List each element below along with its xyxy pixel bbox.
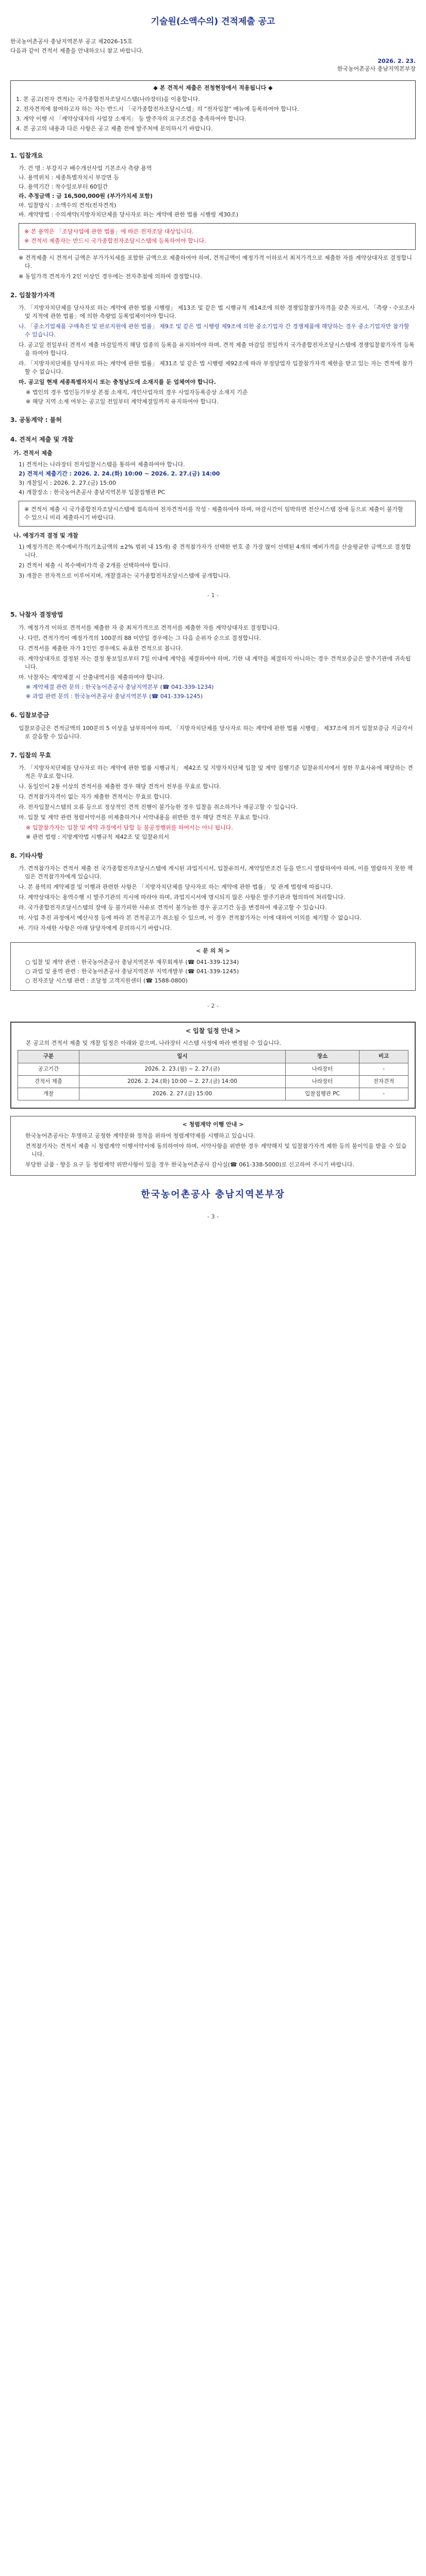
notice-item: 1. 본 공고(전자 견적)는 국가종합전자조달시스템(나라장터)을 이용합니다. [16,96,200,103]
section-title: 2. 입찰참가자격 [10,291,55,299]
intro-text: 다음과 같이 견적서 제출을 안내하오니 참고 바랍니다. [10,47,144,54]
submission-line: 4) 개찰장소 : 한국농어촌공사 충남지역본부 입찰집행관 PC [19,489,166,496]
section-submission [10,435,416,580]
table-header: 비고 [359,1050,408,1063]
table-cell: 견적서 제출 [18,1075,79,1088]
info-line: ※ 견적서 제출 시 국가종합전자조달시스템에 접속하여 전자견적서를 작성ㆍ제출하여야 하며, 마감시간이 임박하면 전산시스템 장애 등으로 제출이 불가할 수 있으니 미리 제출하시기 바랍니다. [24,505,403,521]
section-deposit [10,711,416,740]
overview-line: 가. 건 명 : 부강지구 배수개선사업 기본조사 측량 용역 [19,165,152,172]
subsection-title: 나. 예정가격 결정 및 개찰 [13,532,78,539]
subsection-title: 가. 견적서 제출 [13,450,53,457]
info-line: ※ 본 용역은 「조달사업에 관한 법률」에 따른 전자조달 대상입니다. [24,228,194,235]
notice-document [10,0,416,1253]
misc-item: 라. 국가종합전자조달시스템의 장애 등 불가피한 사유로 견적이 불가능한 경우 공고기간 등을 변경하여 재공고할 수 있습니다. [19,904,327,911]
title-highlight: (소액수의) [176,16,219,27]
submission-line: 2) 견적서 제출기간 : 2026. 2. 24.(화) 10:00 ~ 2026. 2. 27.(금) 14:00 [19,470,220,478]
overview-line: 다. 용역기간 : 착수일로부터 60일간 [19,183,108,191]
integrity-guide-box [10,1116,416,1176]
section-invalid [10,751,416,841]
guide-item: 한국농어촌공사는 투명하고 공정한 계약문화 정착을 위하여 청렴계약제를 시행하고 있습니다. [25,1132,255,1140]
issuer-org: 한국농어촌공사 충남지역본부장 [337,65,416,73]
table-cell: 나라장터 [286,1075,359,1088]
title-prefix: 기술원 [151,16,176,27]
award-item: 나. 다만, 견적가격이 예정가격의 100분의 88 미만일 경우에는 그 다음 순위자 순으로 결정합니다. [19,634,261,641]
guide-heading: < 청렴계약 이행 안내 > [182,1121,244,1128]
overview-line: 라. 추정금액 : 금 16,500,000원 (부가가치세 포함) [19,193,153,200]
invalid-note: ※ 관련 법령 : 지방계약법 시행규칙 제42조 및 입찰유의서 [26,833,170,840]
eligibility-item: 나. 「중소기업제품 구매촉진 및 판로지원에 관한 법률」 제9조 및 같은 법 시행령 제9조에 의한 중소기업자 간 경쟁제품에 해당하는 경우 중소기업자만 참가할 수 있습니다. [19,323,409,338]
invalid-item: 나. 동일인이 2통 이상의 견적서를 제출한 경우 해당 견적서 전부를 무효로 합니다. [19,783,221,790]
invalid-item: 라. 전자입찰시스템의 오류 등으로 정상적인 견적 진행이 불가능한 경우 입찰을 취소하거나 재공고할 수 있습니다. [19,803,298,810]
award-item: 다. 견적서를 제출한 자가 1인인 경우에도 유효한 견적으로 봅니다. [19,645,183,652]
table-cell: 2026. 2. 23.(월) ~ 2. 27.(금) [79,1063,285,1075]
schedule-heading: < 입찰 일정 안내 > [185,1027,241,1035]
section-title: 8. 기타사항 [10,852,43,859]
submission-line: 1) 견적서는 나라장터 전자입찰시스템을 통하여 제출하여야 합니다. [19,461,185,468]
table-cell: 전자견적 [359,1075,408,1088]
price-item: 3) 개찰은 전자적으로 이루어지며, 개찰결과는 국가종합전자조달시스템에 공개합니다. [19,572,231,579]
price-item: 2) 견적서 제출 시 복수예비가격 중 2개를 선택하여야 합니다. [19,562,171,569]
contact-line: ○ 과업 및 용역 관련 : 한국농어촌공사 충남지역본부 지역개발부 (☎ 041-339-1245) [25,968,239,975]
table-cell: - [359,1063,408,1075]
table-header-row [18,1050,408,1063]
table-cell: 나라장터 [286,1063,359,1075]
table-header: 구분 [18,1050,79,1063]
price-item: 1) 예정가격은 복수예비가격(기초금액의 ±2% 범위 내 15개) 중 견적참가자가 선택한 번호 중 가장 많이 선택된 4개의 예비가격을 산술평균한 금액으로 결정합니다. [19,543,411,558]
contact-line: ○ 전자조달 시스템 관련 : 조달청 고객지원센터 (☎ 1588-0800) [25,977,188,985]
notice-number: 한국농어촌공사 충남지역본부 공고 제2026-15호 [10,38,133,45]
eligibility-item: 가. 「지방자치단체를 당사자로 하는 계약에 관한 법률 시행령」 제13조 및 같은 법 시행규칙 제14조에 의한 경쟁입찰참가자격을 갖춘 자로서, 「측량ㆍ수로조사 및 지적에 관한 법률」에 의한 측량업 등록업체이어야 합니다. [19,304,415,320]
award-item: 가. 예정가격 이하로 견적서를 제출한 자 중 최저가격으로 견적서를 제출한 자를 계약상대자로 결정합니다. [19,624,280,631]
notice-date: 2026. 2. 23. [378,57,416,64]
notice-box [10,80,416,139]
invalid-item: 다. 견적참가자격이 없는 자가 제출한 견적서는 무효로 합니다. [19,793,172,800]
misc-item: 바. 기타 자세한 사항은 아래 담당자에게 문의하시기 바랍니다. [19,924,172,931]
section-bid-overview [10,151,416,281]
page-number: - 3 - [207,1213,219,1221]
section-title: 6. 입찰보증금 [10,711,50,719]
section-award [10,611,416,701]
schedule-text: 본 공고의 견적서 제출 및 개찰 일정은 아래와 같으며, 나라장터 시스템 사정에 따라 변경될 수 있습니다. [26,1039,282,1046]
award-item: 라. 계약상대자로 결정된 자는 결정 통보일로부터 7일 이내에 계약을 체결하여야 하며, 기한 내 계약을 체결하지 아니하는 경우 견적보증금은 발주기관에 귀속됩니다. [19,655,411,670]
contact-heading: < 문 의 처 > [196,947,230,955]
section-eligibility [10,291,416,406]
award-note: ※ 과업 관련 문의 : 한국농어촌공사 충남지역본부 (☎ 041-339-1245) [26,693,203,700]
misc-item: 가. 견적참가자는 견적서 제출 전 국가종합전자조달시스템에 게시된 과업지시서, 입찰유의서, 계약일반조건 등을 반드시 열람하여야 하며, 이를 열람하지 못한 책임은 견적참가자에게 있습니다. [19,865,413,880]
table-header: 일시 [79,1050,285,1063]
guide-item: 부당한 금품ㆍ향응 요구 등 청렴계약 위반사항이 있을 경우 한국농어촌공사 감사실(☎ 061-338-5000)로 신고하여 주시기 바랍니다. [25,1161,354,1168]
invalid-item: 가. 「지방자치단체를 당사자로 하는 계약에 관한 법률 시행규칙」 제42조 및 지방자치단체 입찰 및 계약 집행기준 입찰유의서에서 정한 무효사유에 해당하는 견적은 무효로 합니다. [19,765,413,779]
table-row [18,1088,408,1100]
invalid-item: 마. 입찰 및 계약 관련 청렴서약서를 미제출하거나 서약내용을 위반한 경우 해당 견적은 무효로 합니다. [19,814,271,821]
section-title: 7. 입찰의 무효 [10,751,52,759]
schedule-box [10,1022,416,1109]
schedule-table [18,1050,408,1100]
overview-note: ※ 견적제출 시 견적서 금액은 부가가치세를 포함한 금액으로 제출하여야 하며, 견적금액이 예정가격 이하로서 최저가격으로 제출한 자를 계약상대자로 결정합니다. [19,254,412,269]
contact-box [10,942,416,991]
section-title: 5. 낙찰자 결정방법 [10,611,63,619]
overview-line: 마. 입찰방식 : 소액수의 견적(전자견적) [19,202,117,209]
misc-item: 마. 사업 추진 과정에서 예산사정 등에 따라 본 견적공고가 취소될 수 있으며, 이 경우 견적참가자는 이에 대하여 이의를 제기할 수 없습니다. [19,914,362,921]
section-title: 1. 입찰개요 [10,152,43,160]
contact-line: ○ 입찰 및 계약 관련 : 한국농어촌공사 충남지역본부 재무회계부 (☎ 041-339-1234) [25,959,239,966]
submission-info-box [19,501,416,527]
eligibility-item: 라. 「지방자치단체를 당사자로 하는 계약에 관한 법률」 제31조 및 같은 법 시행령 제92조에 따라 부정당업자 입찰참가자격 제한을 받고 있는 자는 견적에 참가할 수 없습니다. [19,360,413,375]
section-title: 3. 공동계약 : 불허 [10,416,62,424]
eligibility-note: ※ 법인의 경우 법인등기부상 본점 소재지, 개인사업자의 경우 사업자등록증상 소재지 기준 [26,388,248,396]
eligibility-item: 다. 공고일 전일부터 견적서 제출 마감일까지 해당 업종의 등록을 유지하여야 하며, 견적 제출 마감일 전일까지 국가종합전자조달시스템에 경쟁입찰참가자격 등록을 하여야 합니다. [19,341,415,357]
notice-item: 3. 계약 이행 시 「계약상대자의 사업장 소재지」 등 발주자의 요구조건을 충족하여야 합니다. [16,115,247,123]
table-row [18,1063,408,1075]
invalid-note: ※ 입찰참가자는 입찰 및 계약 과정에서 담합 등 불공정행위를 하여서는 아니 됩니다. [26,824,233,831]
table-cell: - [359,1088,408,1100]
notice-heading: ◆ 본 견적서 제출은 전청현장에서 적용됩니다 ◆ [153,84,273,92]
table-cell: 개찰 [18,1088,79,1100]
footer-organization: 한국농어촌공사 충남지역본부장 [141,1189,285,1200]
submission-line: 3) 개찰일시 : 2026. 2. 27.(금) 15:00 [19,480,116,487]
overview-line: 바. 계약방법 : 수의계약(지방자치단체를 당사자로 하는 계약에 관한 법률 시행령 제30조) [19,211,239,218]
misc-item: 다. 계약상대자는 용역수행 시 발주기관의 지시에 따라야 하며, 과업지시서에 명시되지 않은 사항은 발주기관과 협의하여 처리합니다. [19,893,346,901]
section-joint-contract [10,416,416,425]
overview-info-box [19,223,416,250]
page-title [10,15,416,28]
misc-item: 나. 본 용역의 계약체결 및 이행과 관련한 사항은 「지방자치단체를 당사자로 하는 계약에 관한 법률」 및 관계 법령에 따릅니다. [19,883,333,890]
table-header: 장소 [286,1050,359,1063]
page-number: - 1 - [207,591,219,599]
award-item: 마. 낙찰자는 계약체결 시 산출내역서를 제출하여야 합니다. [19,673,165,681]
title-suffix: 견적제출 공고 [218,16,275,27]
notice-item: 2. 전자견적에 참여하고자 하는 자는 반드시 「국가종합전자조달시스템」의 "전자입찰" 메뉴에 등록하여야 합니다. [16,106,299,113]
section-title: 4. 견적서 제출 및 개찰 [10,435,74,443]
overview-note: ※ 동일가격 견적자가 2인 이상인 경우에는 전자추첨에 의하여 결정합니다. [19,273,202,280]
date-block [10,57,416,74]
award-note: ※ 계약체결 관련 문의 : 한국농어촌공사 충남지역본부 (☎ 041-339-1234) [26,684,214,691]
table-cell: 2026. 2. 24.(화) 10:00 ~ 2. 27.(금) 14:00 [79,1075,285,1088]
overview-line: 나. 용역위치 : 세종특별자치시 부강면 등 [19,174,119,181]
notice-item: 4. 본 공고의 내용과 다른 사항은 공고 제출 전에 발주처에 문의하시기 바랍니다. [16,125,213,132]
eligibility-note: ※ 해당 지역 소재 여부는 공고일 전일부터 계약체결일까지 유지하여야 합니다. [26,398,219,405]
table-cell: 2026. 2. 27.(금) 15:00 [79,1088,285,1100]
section-misc [10,852,416,933]
deposit-text: 입찰보증금은 견적금액의 100분의 5 이상을 납부하여야 하며, 「지방자치단체를 당사자로 하는 계약에 관한 법률 시행령」 제37조에 의거 입찰보증금 지급각서로 갈음할 수 있습니다. [19,724,413,740]
guide-item: 견적참가자는 견적서 제출 시 청렴계약 이행서약서에 동의하여야 하며, 서약사항을 위반한 경우 계약해지 및 입찰참가자격 제한 등의 불이익을 받을 수 있습니다. [25,1143,407,1158]
table-cell: 공고기간 [18,1063,79,1075]
table-row [18,1075,408,1088]
page-number: - 2 - [207,1003,219,1010]
table-cell: 입찰집행관 PC [286,1088,359,1100]
eligibility-item: 마. 공고일 현재 세종특별자치시 또는 충청남도에 소재지를 둔 업체여야 합니다. [19,378,216,385]
info-line: ※ 견적서 제출자는 반드시 국가종합전자조달시스템에 등록하여야 합니다. [24,238,206,245]
